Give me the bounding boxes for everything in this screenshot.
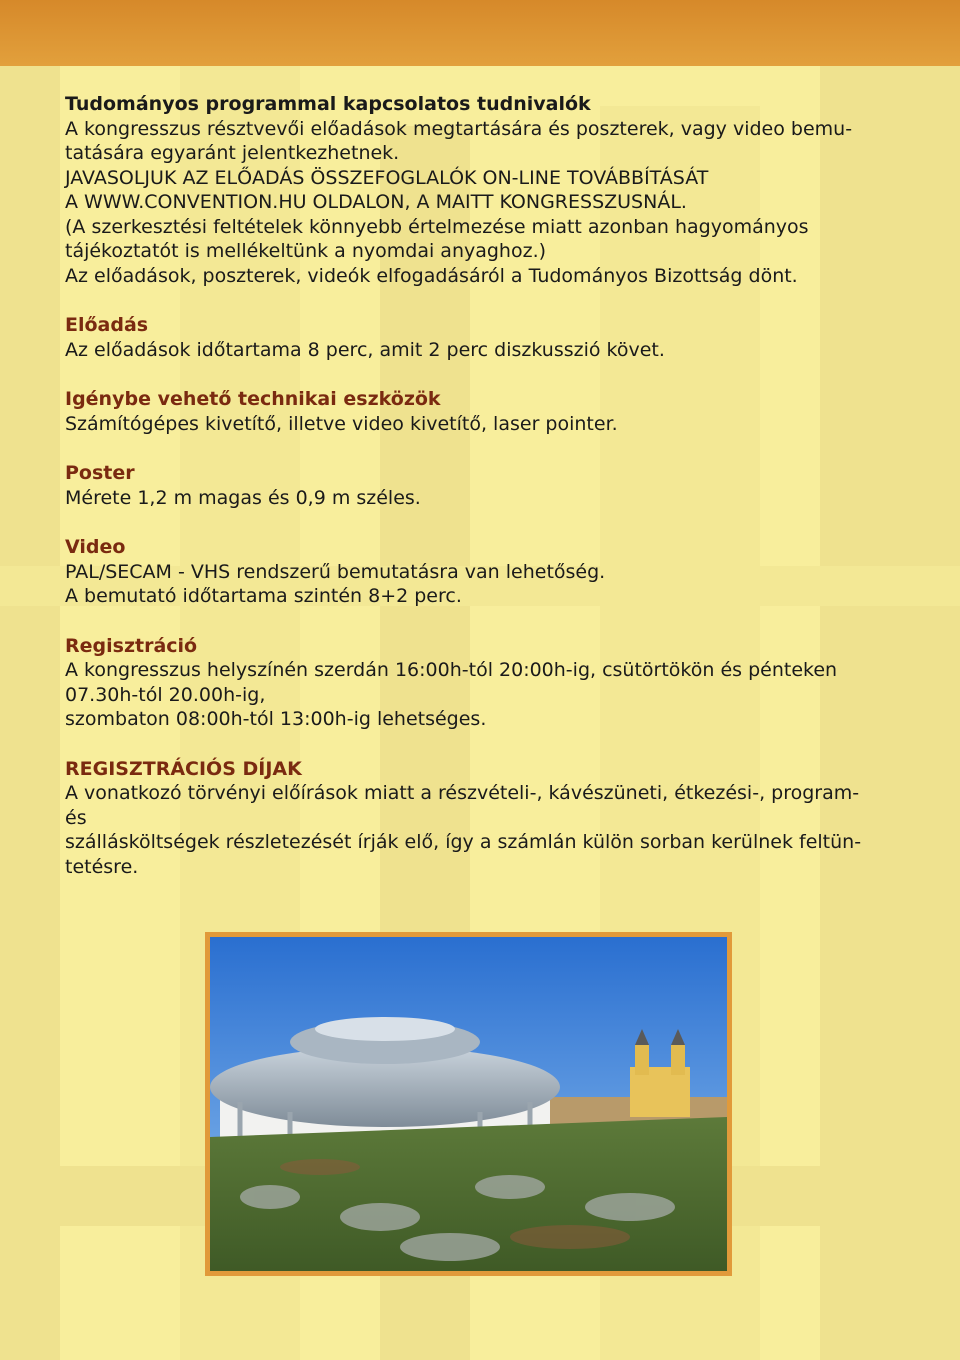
text-line: Az előadások, poszterek, videók elfogadásáról a Tudományos Bizottság dönt. — [65, 264, 798, 287]
section-heading: Regisztráció — [65, 634, 198, 657]
text-line: A kongresszus résztvevői előadások megtartására és poszterek, vagy video bemu- — [65, 117, 853, 140]
text-line: JAVASOLJUK AZ ELŐADÁS ÖSSZEFOGLALÓK ON-LINE TOVÁBBÍTÁSÁT — [65, 166, 709, 189]
top-color-band — [0, 0, 960, 66]
section-heading: Előadás — [65, 314, 149, 336]
text-line: A WWW.CONVENTION.HU OLDALON, A MAITT KONGRESSZUSNÁL. — [65, 191, 687, 213]
text-line: Számítógépes kivetítő, illetve video kivetítő, laser pointer. — [65, 412, 618, 435]
text-line: (A szerkesztési feltételek könnyebb értelmezése miatt azonban hagyományos — [65, 215, 809, 238]
venue-photo — [210, 937, 727, 1271]
text-line: A kongresszus helyszínén szerdán 16:00h-tól 20:00h-ig, csütörtökön és pénteken — [65, 659, 838, 681]
text-line: 07.30h-tól 20.00h-ig, — [65, 683, 266, 706]
text-line: tetésre. — [65, 855, 139, 878]
section-heading: Tudományos programmal kapcsolatos tudnivalók — [65, 93, 591, 115]
info-text — [65, 92, 905, 879]
text-line: tájékoztatót is mellékeltünk a nyomdai anyaghoz.) — [65, 240, 547, 262]
text-line: szállásköltségek részletezését írják elő, így a számlán külön sorban kerülnek feltün- — [65, 831, 862, 853]
text-line: A vonatkozó törvényi előírások miatt a részvételi-, kávészüneti, étkezési-, program- — [65, 782, 860, 804]
text-line: Mérete 1,2 m magas és 0,9 m széles. — [65, 486, 421, 509]
text-line: szombaton 08:00h-tól 13:00h-ig lehetséges. — [65, 708, 487, 730]
text-line: Az előadások időtartama 8 perc, amit 2 perc diszkusszió követ. — [65, 338, 665, 361]
text-line: PAL/SECAM - VHS rendszerű bemutatásra van lehetőség. — [65, 560, 606, 583]
text-line: A bemutató időtartama szintén 8+2 perc. — [65, 585, 462, 607]
section-heading: Poster — [65, 462, 135, 484]
venue-photo-frame — [205, 932, 732, 1276]
text-line: tatására egyaránt jelentkezhetnek. — [65, 142, 400, 164]
section-heading: Igénybe vehető technikai eszközök — [65, 388, 441, 410]
section-heading: REGISZTRÁCIÓS DÍJAK — [65, 757, 302, 780]
section-heading: Video — [65, 536, 126, 558]
text-line: és — [65, 806, 87, 829]
